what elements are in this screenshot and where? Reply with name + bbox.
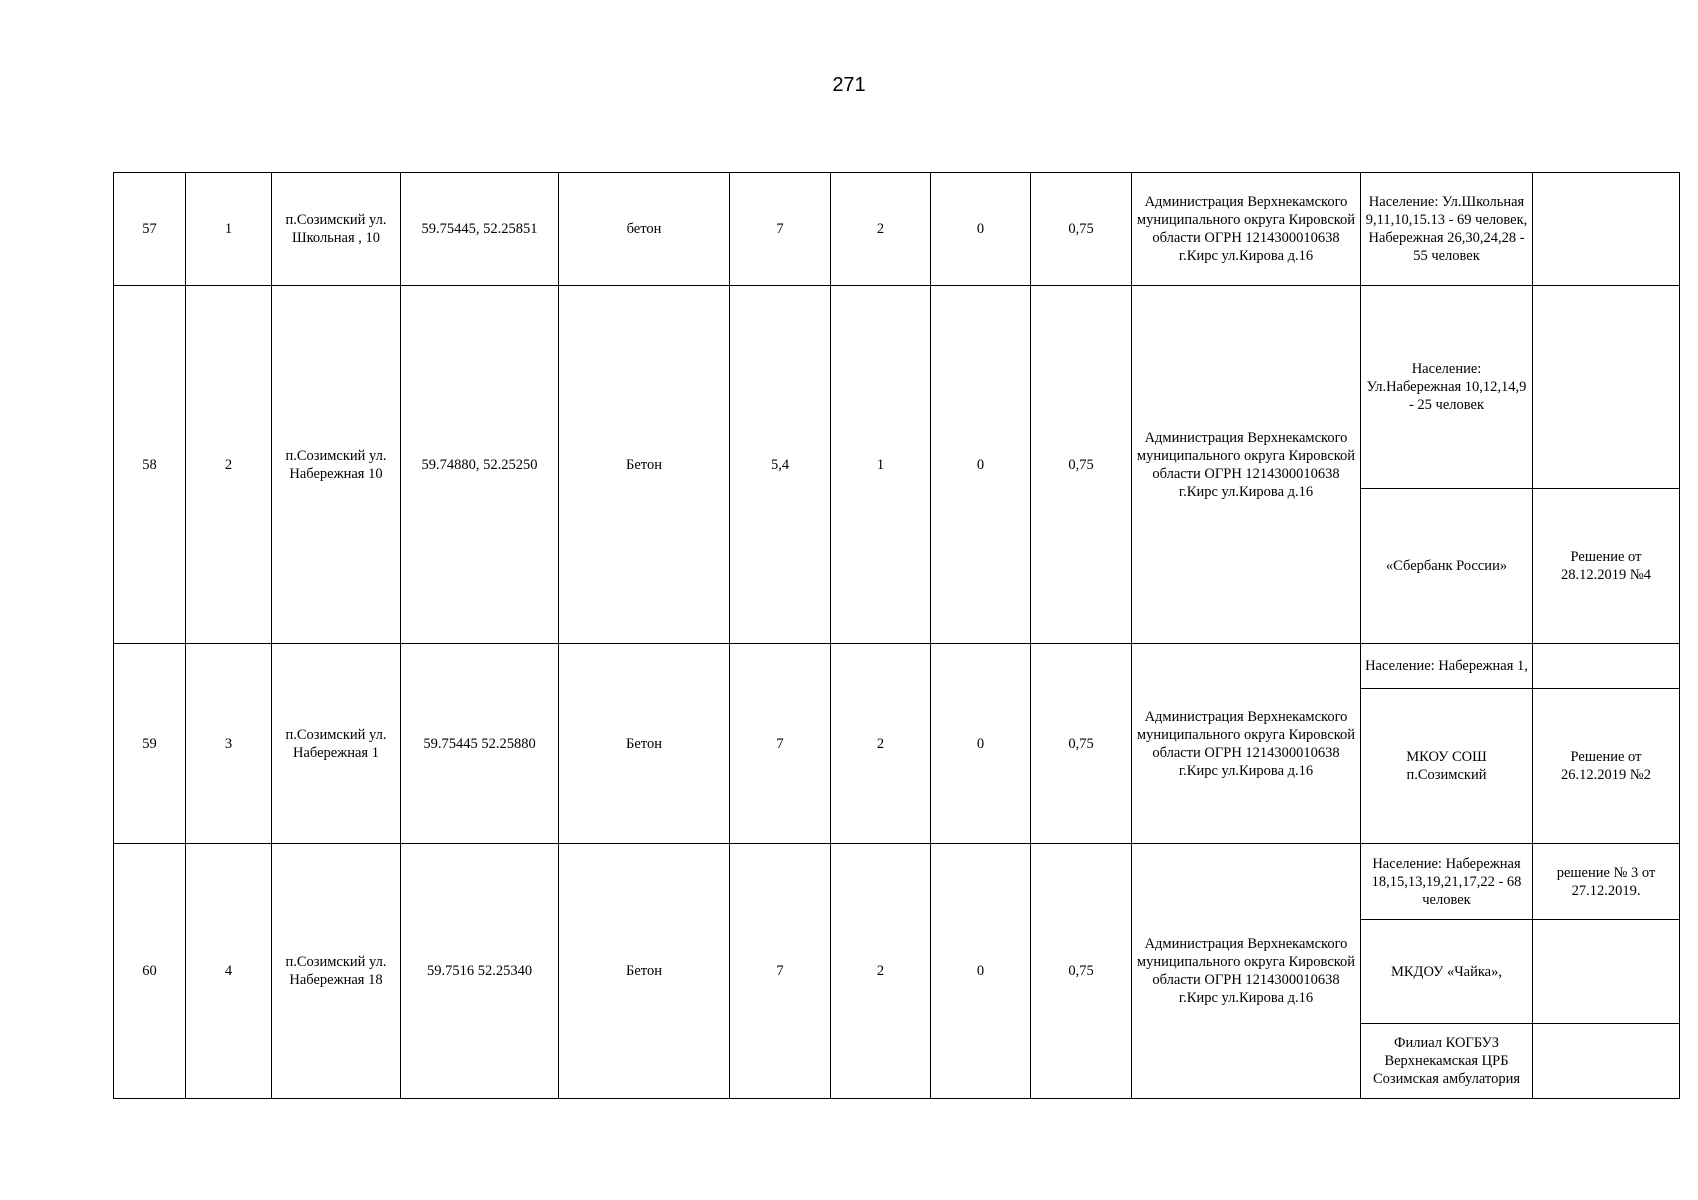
- source-decision: решение № 3 от 27.12.2019.: [1533, 844, 1680, 920]
- site-address: п.Созимский ул. Набережная 18: [272, 844, 401, 1099]
- waste-source: МКДОУ «Чайка»,: [1361, 920, 1533, 1024]
- container-count: 1: [831, 286, 931, 644]
- planned-count: 0: [931, 173, 1031, 286]
- site-area: 7: [730, 644, 831, 844]
- container-volume: 0,75: [1031, 644, 1132, 844]
- container-volume: 0,75: [1031, 844, 1132, 1099]
- source-decision: [1533, 1024, 1680, 1099]
- waste-source: МКОУ СОШ п.Созимский: [1361, 689, 1533, 844]
- source-decision: [1533, 286, 1680, 489]
- row-number: 59: [114, 644, 186, 844]
- site-address: п.Созимский ул. Школьная , 10: [272, 173, 401, 286]
- surface-type: бетон: [559, 173, 730, 286]
- planned-count: 0: [931, 844, 1031, 1099]
- site-area: 5,4: [730, 286, 831, 644]
- table-row: [114, 173, 1680, 286]
- row-sub-number: 3: [186, 644, 272, 844]
- row-number: 60: [114, 844, 186, 1099]
- container-count: 2: [831, 644, 931, 844]
- site-address: п.Созимский ул. Набережная 10: [272, 286, 401, 644]
- waste-source: Население: Ул.Школьная 9,11,10,15.13 - 69 человек, Набережная 26,30,24,28 - 55 человек: [1361, 173, 1533, 286]
- source-decision: [1533, 173, 1680, 286]
- surface-type: Бетон: [559, 644, 730, 844]
- row-sub-number: 4: [186, 844, 272, 1099]
- container-volume: 0,75: [1031, 286, 1132, 644]
- site-coordinates: 59.7516 52.25340: [401, 844, 559, 1099]
- waste-sites-registry-table: [113, 172, 1680, 1099]
- page-number: 271: [832, 74, 866, 96]
- site-area: 7: [730, 173, 831, 286]
- source-decision: [1533, 920, 1680, 1024]
- table-row: [114, 844, 1680, 920]
- row-sub-number: 2: [186, 286, 272, 644]
- site-coordinates: 59.75445, 52.25851: [401, 173, 559, 286]
- waste-source: Население: Ул.Набережная 10,12,14,9 - 25 человек: [1361, 286, 1533, 489]
- waste-source: Население: Набережная 18,15,13,19,21,17,22 - 68 человек: [1361, 844, 1533, 920]
- surface-type: Бетон: [559, 286, 730, 644]
- source-decision: Решение от 26.12.2019 №2: [1533, 689, 1680, 844]
- container-volume: 0,75: [1031, 173, 1132, 286]
- site-owner: Администрация Верхнекамского муниципального округа Кировской области ОГРН 1214300010638 г.Кирс ул.Кирова д.16: [1132, 844, 1361, 1099]
- container-count: 2: [831, 173, 931, 286]
- site-owner: Администрация Верхнекамского муниципального округа Кировской области ОГРН 1214300010638 г.Кирс ул.Кирова д.16: [1132, 173, 1361, 286]
- surface-type: Бетон: [559, 844, 730, 1099]
- planned-count: 0: [931, 644, 1031, 844]
- waste-source: «Сбербанк России»: [1361, 489, 1533, 644]
- row-number: 57: [114, 173, 186, 286]
- site-coordinates: 59.75445 52.25880: [401, 644, 559, 844]
- waste-source: Филиал КОГБУЗ Верхнекамская ЦРБ Созимская амбулатория: [1361, 1024, 1533, 1099]
- site-address: п.Созимский ул. Набережная 1: [272, 644, 401, 844]
- site-owner: Администрация Верхнекамского муниципального округа Кировской области ОГРН 1214300010638 г.Кирс ул.Кирова д.16: [1132, 644, 1361, 844]
- waste-source: Население: Набережная 1,: [1361, 644, 1533, 689]
- site-coordinates: 59.74880, 52.25250: [401, 286, 559, 644]
- source-decision: Решение от 28.12.2019 №4: [1533, 489, 1680, 644]
- source-decision: [1533, 644, 1680, 689]
- site-owner: Администрация Верхнекамского муниципального округа Кировской области ОГРН 1214300010638 г.Кирс ул.Кирова д.16: [1132, 286, 1361, 644]
- table-row: [114, 644, 1680, 689]
- site-area: 7: [730, 844, 831, 1099]
- container-count: 2: [831, 844, 931, 1099]
- table-row: [114, 286, 1680, 489]
- planned-count: 0: [931, 286, 1031, 644]
- row-number: 58: [114, 286, 186, 644]
- row-sub-number: 1: [186, 173, 272, 286]
